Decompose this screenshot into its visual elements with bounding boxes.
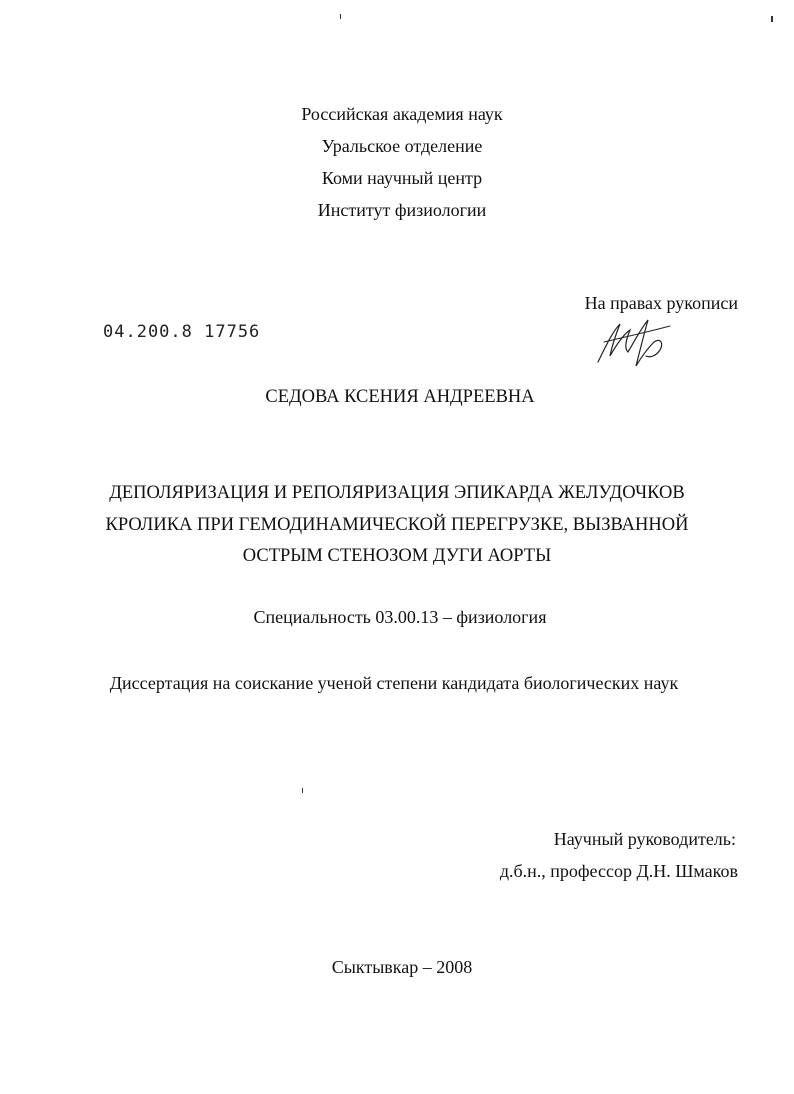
advisor-name: д.б.н., профессор Д.Н. Шмаков	[499, 861, 738, 881]
advisor-label: Научный руководитель:	[553, 829, 736, 849]
institution-academy: Российская академия наук	[301, 104, 503, 124]
title-line-2: КРОЛИКА ПРИ ГЕМОДИНАМИЧЕСКОЙ ПЕРЕГРУЗКЕ, ВЫЗВАННОЙ	[105, 514, 689, 535]
institution-branch: Уральское отделение	[321, 136, 483, 156]
title-line-1: ДЕПОЛЯРИЗАЦИЯ И РЕПОЛЯРИЗАЦИЯ ЭПИКАРДА ЖЕЛУДОЧКОВ	[109, 483, 685, 503]
handwritten-signature	[590, 312, 680, 372]
scan-speck	[302, 788, 303, 793]
title-line-3: ОСТРЫМ СТЕНОЗОМ ДУГИ АОРТЫ	[242, 546, 552, 566]
specialty: Специальность 03.00.13 – физиология	[253, 607, 547, 627]
place-year: Сыктывкар – 2008	[331, 957, 473, 977]
institution-institute: Институт физиологии	[317, 200, 487, 220]
rights-note: На правах рукописи	[584, 293, 738, 313]
dissertation-title	[0, 478, 794, 573]
library-stamp-number: 04.200.8 17756	[103, 322, 261, 342]
scan-speck	[771, 16, 773, 22]
author-name: СЕДОВА КСЕНИЯ АНДРЕЕВНА	[265, 387, 535, 407]
institution-center: Коми научный центр	[321, 168, 483, 188]
scan-speck	[340, 14, 341, 19]
dissertation-type: Диссертация на соискание ученой степени кандидата биологических наук	[109, 673, 679, 693]
